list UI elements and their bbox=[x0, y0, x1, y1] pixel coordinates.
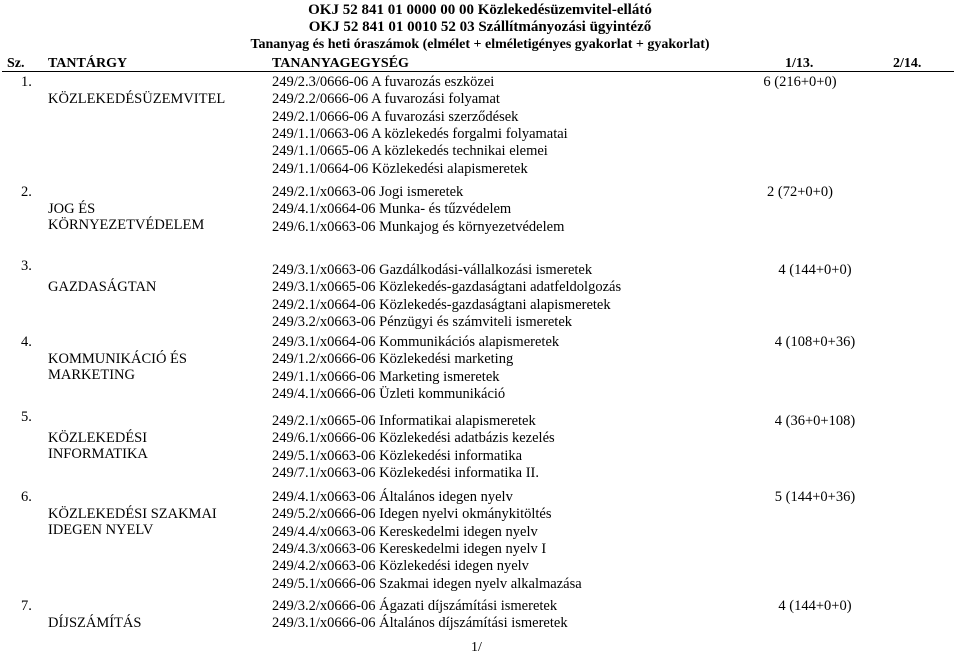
row-number: 3. bbox=[21, 258, 32, 274]
row-number: 5. bbox=[21, 409, 32, 425]
col-header-tananyagegyseg: TANANYAGEGYSÉG bbox=[272, 56, 409, 71]
col-header-year2: 2/14. bbox=[893, 56, 922, 71]
hours-cell: 4 (144+0+0) bbox=[778, 598, 852, 614]
topic-item: 249/3.1/x0665-06 Közlekedés-gazdaságtani adatfeldolgozás bbox=[272, 279, 622, 296]
hours-cell: 4 (36+0+108) bbox=[774, 413, 856, 429]
subject-name: KÖZLEKEDÉSI SZAKMAI IDEGEN NYELV bbox=[48, 506, 217, 538]
topic-item: 249/1.2/x0666-06 Közlekedési marketing bbox=[272, 351, 514, 368]
topic-item: 249/4.1/x0663-06 Általános idegen nyelv bbox=[272, 489, 513, 505]
subject-name: KOMMUNIKÁCIÓ ÉS MARKETING bbox=[48, 351, 187, 383]
topic-item: 249/3.2/x0663-06 Pénzügyi és számviteli ismeretek bbox=[272, 313, 573, 330]
subject-name: JOG ÉS KÖRNYEZETVÉDELEM bbox=[48, 201, 205, 233]
topic-item: 249/6.1/x0666-06 Közlekedési adatbázis kezelés bbox=[272, 430, 555, 447]
topic-item: 249/2.1/x0664-06 Közlekedés-gazdaságtani alapismeretek bbox=[272, 296, 611, 313]
topic-item: 249/5.1/x0666-06 Szakmai idegen nyelv alkalmazása bbox=[272, 575, 582, 592]
topic-item: 249/3.1/x0664-06 Kommunikációs alapismeretek bbox=[272, 334, 560, 350]
topic-item: 249/7.1/x0663-06 Közlekedési informatika II. bbox=[272, 464, 539, 481]
doc-title-line1: OKJ 52 841 01 0000 00 00 Közlekedésüzemvitel-ellátó bbox=[308, 2, 652, 18]
hours-cell: 5 (144+0+36) bbox=[774, 489, 856, 505]
hours-cell: 4 (144+0+0) bbox=[778, 262, 852, 278]
topic-item: 249/3.1/x0663-06 Gazdálkodási-vállalkozási ismeretek bbox=[272, 262, 593, 278]
topic-item: 249/4.2/x0663-06 Közlekedési idegen nyelv bbox=[272, 558, 529, 575]
topic-item: 249/2.2/0666-06 A fuvarozási folyamat bbox=[272, 91, 500, 108]
topic-item: 249/1.1/0664-06 Közlekedési alapismeretek bbox=[272, 160, 528, 177]
doc-title-line2: OKJ 52 841 01 0010 52 03 Szállítmányozási ügyintéző bbox=[308, 19, 652, 35]
col-header-sz: Sz. bbox=[7, 56, 25, 71]
topic-item: 249/5.1/x0663-06 Közlekedési informatika bbox=[272, 447, 523, 464]
doc-subtitle: Tananyag és heti óraszámok (elmélet + elméletigényes gyakorlat + gyakorlat) bbox=[250, 37, 710, 52]
topic-item: 249/2.1/0666-06 A fuvarozási szerződések bbox=[272, 108, 519, 125]
topic-item: 249/2.3/0666-06 A fuvarozás eszközei bbox=[272, 74, 495, 90]
row-number: 2. bbox=[21, 184, 32, 200]
topic-item: 249/4.1/x0664-06 Munka- és tűzvédelem bbox=[272, 201, 512, 218]
subject-name: KÖZLEKEDÉSI INFORMATIKA bbox=[48, 430, 148, 462]
topic-item: 249/4.3/x0663-06 Kereskedelmi idegen nyelv I bbox=[272, 540, 547, 557]
topic-item: 249/2.1/x0663-06 Jogi ismeretek bbox=[272, 184, 464, 200]
topic-item: 249/6.1/x0663-06 Munkajog és környezetvédelem bbox=[272, 218, 565, 235]
topic-item: 249/1.1/x0666-06 Marketing ismeretek bbox=[272, 368, 500, 385]
page-number: 1/ bbox=[471, 640, 482, 655]
topic-item: 249/5.2/x0666-06 Idegen nyelvi okmánykitöltés bbox=[272, 506, 552, 523]
row-number: 1. bbox=[21, 74, 32, 90]
row-number: 4. bbox=[21, 334, 32, 350]
topic-item: 249/2.1/x0665-06 Informatikai alapismeretek bbox=[272, 413, 536, 429]
topic-item: 249/1.1/0665-06 A közlekedés technikai elemei bbox=[272, 143, 548, 160]
subject-name: KÖZLEKEDÉSÜZEMVITEL bbox=[48, 91, 226, 107]
topic-item: 249/3.2/x0666-06 Ágazati díjszámítási ismeretek bbox=[272, 598, 558, 614]
hours-cell: 2 (72+0+0) bbox=[767, 184, 833, 200]
col-header-year1: 1/13. bbox=[785, 56, 814, 71]
topic-item: 249/4.1/x0666-06 Üzleti kommunikáció bbox=[272, 385, 506, 402]
topic-item: 249/1.1/0663-06 A közlekedés forgalmi folyamatai bbox=[272, 125, 568, 142]
col-header-tantargy: TANTÁRGY bbox=[48, 56, 128, 71]
topic-item: 249/4.4/x0663-06 Kereskedelmi idegen nyelv bbox=[272, 523, 538, 540]
row-number: 7. bbox=[21, 598, 32, 614]
subject-name: GAZDASÁGTAN bbox=[48, 279, 157, 295]
hours-cell: 6 (216+0+0) bbox=[763, 74, 837, 90]
subject-name: DÍJSZÁMÍTÁS bbox=[48, 615, 142, 631]
header-underline bbox=[2, 71, 954, 72]
hours-cell: 4 (108+0+36) bbox=[774, 334, 856, 350]
topic-item: 249/3.1/x0666-06 Általános díjszámítási ismeretek bbox=[272, 615, 568, 632]
row-number: 6. bbox=[21, 489, 32, 505]
